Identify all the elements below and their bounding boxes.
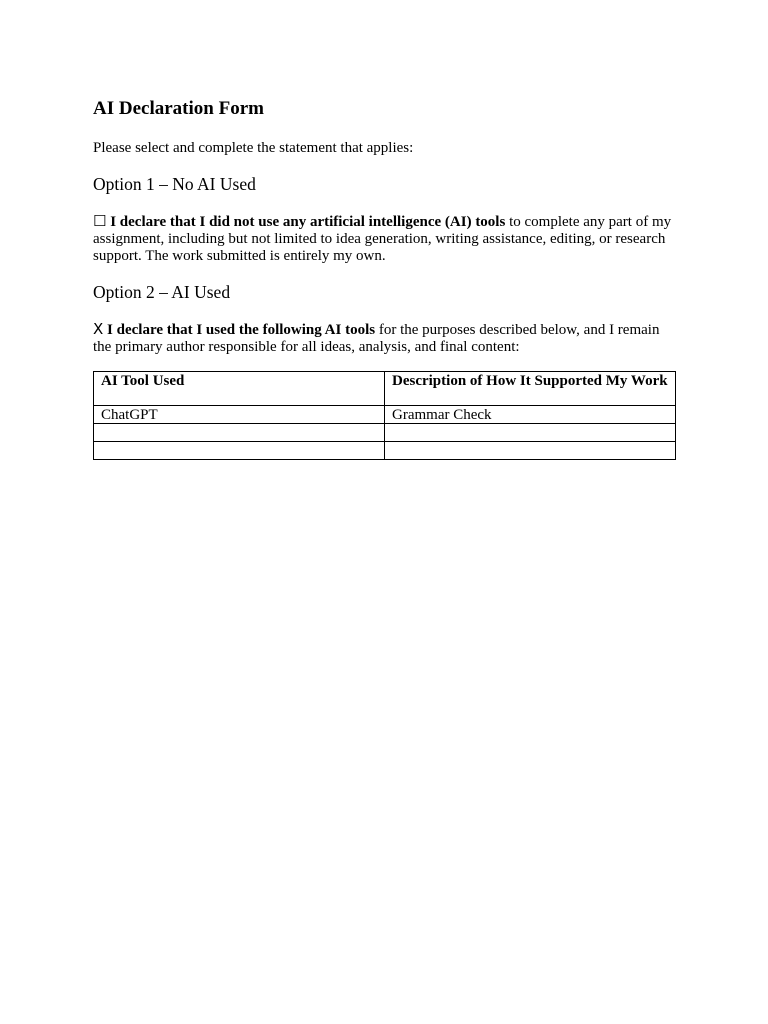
cell-description[interactable] [385,424,676,442]
option-2-heading: Option 2 – AI Used [93,282,231,302]
table-row [94,442,676,460]
option-2-statement-bold: I declare that I used the following AI tools [107,322,376,338]
option-1-statement-rest: to complete any part of my assignment, including but not limited to idea generation, writing assistance, editing, or research support. The work submitted is entirely my own. [93,214,672,264]
table-header-row [94,372,676,406]
header-description: Description of How It Supported My Work [385,372,676,406]
option-1-statement-bold: I declare that I did not use any artificial intelligence (AI) tools [110,214,506,230]
cell-description[interactable] [385,442,676,460]
table-row [94,406,676,424]
cell-description[interactable]: Grammar Check [385,406,676,424]
header-ai-tool: AI Tool Used [94,372,385,406]
cell-ai-tool[interactable] [94,424,385,442]
option-2-checkbox[interactable]: X [93,320,104,338]
form-intro: Please select and complete the statement that applies: [93,140,414,156]
form-title: AI Declaration Form [93,98,264,119]
option-1-checkbox[interactable]: ☐ [93,212,107,230]
cell-ai-tool[interactable]: ChatGPT [94,406,385,424]
cell-ai-tool[interactable] [94,442,385,460]
ai-tools-table-wrapper [93,371,675,460]
option-1-heading: Option 1 – No AI Used [93,174,256,194]
option-1-statement [93,213,675,265]
option-2-statement-rest: for the purposes described below, and I remain the primary author responsible for all ideas, analysis, and final content: [93,322,660,355]
table-row [94,424,676,442]
option-2-statement [93,321,675,356]
ai-tools-table [93,371,676,460]
